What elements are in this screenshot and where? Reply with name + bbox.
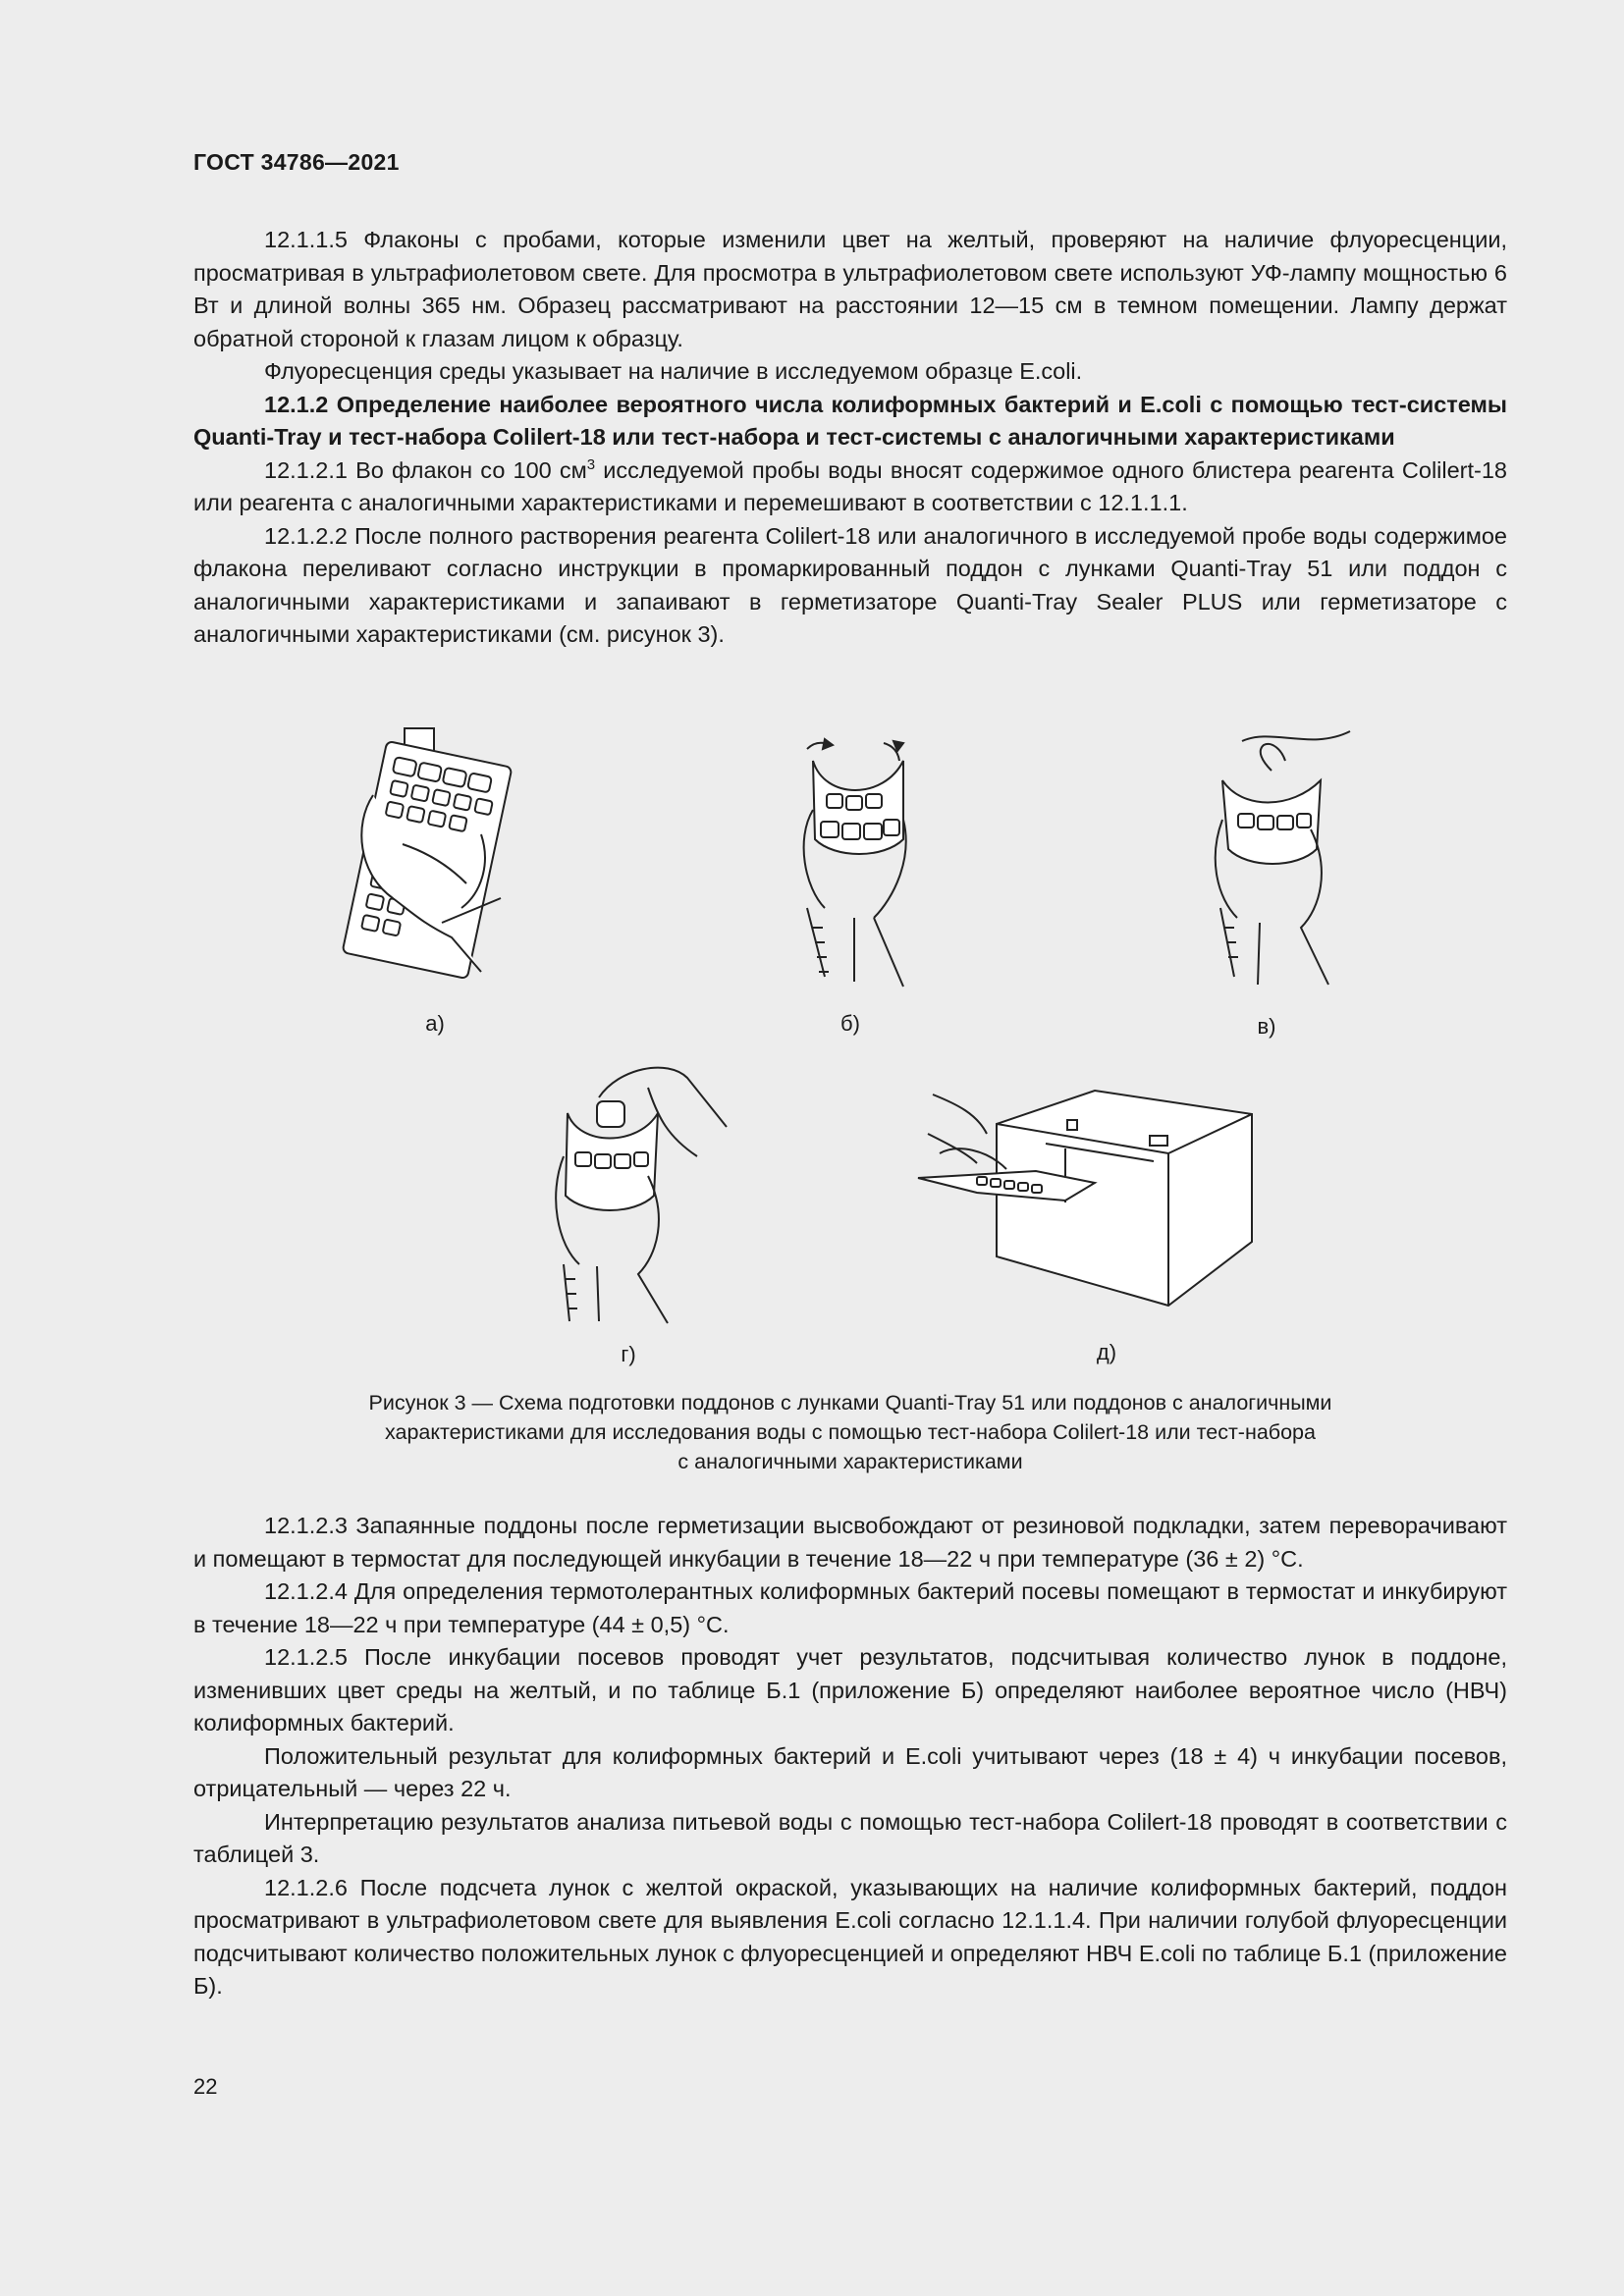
text-block-top	[193, 224, 1507, 652]
paragraph-12-1-2-1: 12.1.2.1 Во флакон со 100 $см^3$ исследуемой пробы воды вносят содержимое одного блистера реагента Colilert-18 или реагента с аналогичными характеристиками и перемешивают в соответствии с 12.1.1.1.	[193, 455, 1507, 515]
figure-label-v: в)	[1257, 1014, 1276, 1039]
figure-b-illustration	[785, 731, 923, 987]
figure-label-b: б)	[840, 1011, 860, 1036]
figure-v-illustration	[1203, 731, 1360, 987]
figure-caption: Рисунок 3 — Схема подготовки поддонов с лунками Quanti-Tray 51 или поддонов с аналогичными характеристиками для исследования воды с помощью тест-набора Colilert-18 или тест-набора с аналогичными характеристиками	[368, 1391, 1332, 1473]
figure-label-d: д)	[1096, 1340, 1117, 1364]
paragraph-12-1-2-3: 12.1.2.3 Запаянные поддоны после герметизации высвобождают от резиновой подкладки, затем переворачивают и помещают в термостат для последующей инкубации в течение 18—22 ч при температуре (36 ± 2) °C.	[193, 1513, 1507, 1572]
section-heading-12-1-2: 12.1.2 Определение наиболее вероятного числа колиформных бактерий и E.coli с помощью тест-системы Quanti-Tray и тест-набора Colilert-18 или тест-набора и тест-системы с аналогичными характеристиками	[193, 391, 1507, 450]
figure-d-illustration	[918, 1085, 1252, 1310]
paragraph-12-1-2-5: 12.1.2.5 После инкубации посевов проводят учет результатов, подсчитывая количество лунок в поддоне, изменивших цвет среды на желтый, и по таблице Б.1 (приложение Б) определяют наиболее вероятное число (НВЧ) колиформных бактерий.	[193, 1644, 1507, 1735]
paragraph-12-1-2-2: 12.1.2.2 После полного растворения реагента Colilert-18 или аналогичного в исследуемой пробе воды содержимое флакона переливают согласно инструкции в промаркированный поддон с лунками Quanti-Tray 51 или поддон с аналогичными характеристиками и запаивают в герметизаторе Quanti-Tray Sealer PLUS или герметизаторе с аналогичными характеристиками (см. рисунок 3).	[193, 522, 1507, 647]
paragraph-12-1-2-4: 12.1.2.4 Для определения термотолерантных колиформных бактерий посевы помещают в термостат и инкубируют в течение 18—22 ч при температуре (44 ± 0,5) °C.	[193, 1578, 1507, 1637]
page-number: 22	[193, 2074, 218, 2099]
text-block-bottom	[193, 1510, 1507, 2003]
superscript-3: 3	[586, 455, 596, 473]
document-header: ГОСТ 34786—2021	[193, 149, 400, 175]
figure-g-illustration	[540, 1058, 727, 1323]
paragraph-12-1-2-6: 12.1.2.6 После подсчета лунок с желтой окраской, указывающих на наличие колиформных бактерий, поддон просматривают в ультрафиолетовом свете для выявления E.coli согласно 12.1.1.4. При наличии голубой флуоресценции подсчитывают количество положительных лунок с флуоресценцией и определяют НВЧ E.coli по таблице Б.1 (приложение Б).	[193, 1874, 1507, 1999]
paragraph-12-1-1-5: 12.1.1.5 Флаконы с пробами, которые изменили цвет на желтый, проверяют на наличие флуоресценции, просматривая в ультрафиолетовом свете. Для просмотра в ультрафиолетовом свете используют УФ-лампу мощностью 6 Вт и длиной волны 365 нм. Образец рассматривают на расстоянии 12—15 см в темном помещении. Лампу держат обратной стороной к глазам лицом к образцу.	[193, 227, 1507, 351]
figure-label-g: г)	[621, 1342, 636, 1366]
paragraph-interpretation: Интерпретацию результатов анализа питьевой воды с помощью тест-набора Colilert-18 проводят в соответствии с таблицей 3.	[193, 1808, 1507, 1867]
paragraph-fluorescence: Флуоресценция среды указывает на наличие в исследуемом образце E.coli.	[264, 358, 1083, 384]
paragraph-positive-result: Положительный результат для колиформных бактерий и E.coli учитывают через (18 ± 4) ч инкубации посевов, отрицательный — через 22 ч.	[193, 1742, 1507, 1801]
figure-a-illustration	[344, 726, 501, 982]
figure-label-a: а)	[425, 1011, 445, 1036]
